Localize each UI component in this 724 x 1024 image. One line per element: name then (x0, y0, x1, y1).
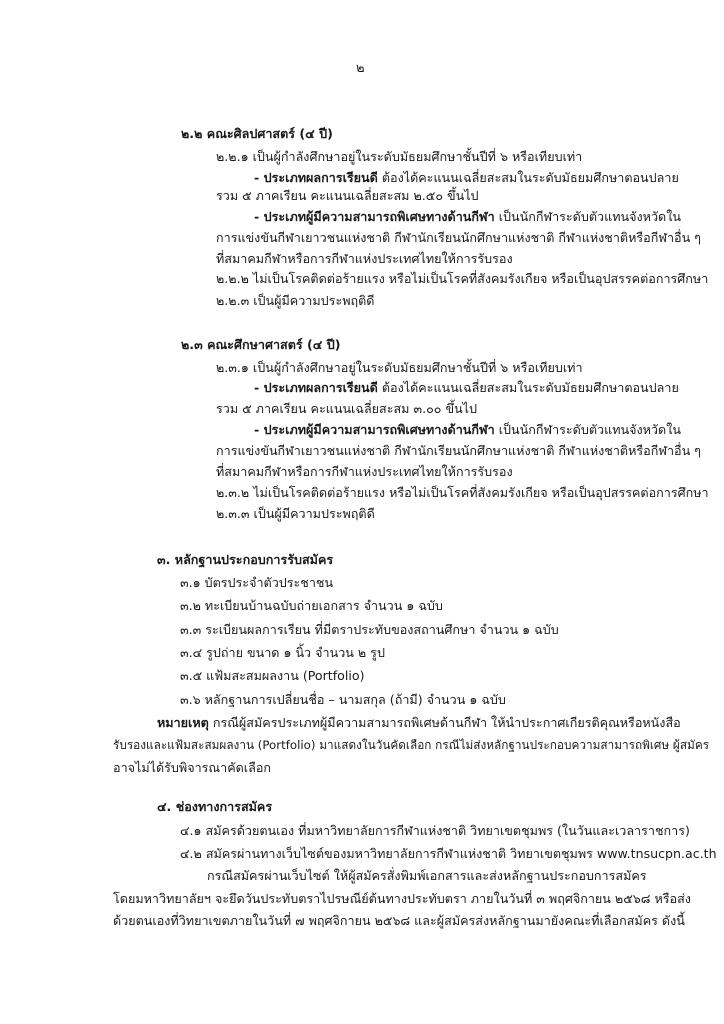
section-2-3-academic-type (254, 380, 679, 396)
section-3-item: ๓.๖ หลักฐานการเปลี่ยนชื่อ – นามสกุล (ถ้ามี) จำนวน ๑ ฉบับ (180, 692, 506, 707)
sports-type-text: เป็นนักกีฬาระดับตัวแทนจังหวัดใน (494, 209, 681, 224)
section-2-2-item-3: ๒.๒.๓ เป็นผู้มีความประพฤติดี (216, 293, 375, 308)
section-2-3-item-1: ๒.๓.๑ เป็นผู้กำลังศึกษาอยู่ในระดับมัธยมศึกษาชั้นปีที่ ๖ หรือเทียบเท่า (216, 360, 583, 375)
section-3-note-line-3: อาจไม่ได้รับพิจารณาคัดเลือก (113, 760, 272, 775)
academic-type-label: - ประเภทผลการเรียนดี (254, 170, 378, 185)
section-4-item-1: ๔.๑ สมัครด้วยตนเอง ที่มหาวิทยาลัยการกีฬาแห่งชาติ วิทยาเขตชุมพร (ในวันและเวลาราชการ) (180, 823, 690, 838)
section-4-para-line-2: โดยมหาวิทยาลัยฯ จะยึดวันประทับตราไปรษณีย์ต้นทางประทับตรา ภายในวันที่ ๓ พฤศจิกายน ๒๕๖๘ หรือส่ง (113, 891, 691, 906)
section-2-2-sports-type (254, 209, 681, 225)
section-3-item: ๓.๕ แฟ้มสะสมผลงาน (Portfolio) (180, 668, 365, 683)
academic-type-text: ต้องได้คะแนนเฉลี่ยสะสมในระดับมัธยมศึกษาตอนปลาย (377, 170, 679, 185)
section-3-note-line-2: รับรองและแฟ้มสะสมผลงาน (Portfolio) มาแสดงในวันคัดเลือก กรณีไม่ส่งหลักฐานประกอบความสามารถพิเศษ ผู้สมัคร (113, 738, 710, 752)
note-label: หมายเหตุ (157, 715, 209, 730)
section-2-2-heading: ๒.๒ คณะศิลปศาสตร์ (๔ ปี) (181, 126, 333, 141)
academic-type-label: - ประเภทผลการเรียนดี (254, 380, 378, 395)
section-2-3-heading: ๒.๓ คณะศึกษาศาสตร์ (๔ ปี) (181, 337, 341, 352)
sports-type-text: เป็นนักกีฬาระดับตัวแทนจังหวัดใน (494, 422, 681, 437)
section-2-3-academic-type-cont: รวม ๕ ภาคเรียน คะแนนเฉลี่ยสะสม ๓.๐๐ ขึ้นไป (216, 401, 478, 416)
sports-type-label: - ประเภทผู้มีความสามารถพิเศษทางด้านกีฬา (254, 209, 495, 224)
section-2-2-sports-line-3: ที่สมาคมกีฬาหรือการกีฬาแห่งประเทศไทยให้การรับรอง (216, 251, 513, 266)
section-2-2-academic-type (254, 170, 679, 186)
section-2-3-sports-type (254, 422, 681, 438)
sports-type-label: - ประเภทผู้มีความสามารถพิเศษทางด้านกีฬา (254, 422, 495, 437)
section-3-item: ๓.๔ รูปถ่าย ขนาด ๑ นิ้ว จำนวน ๒ รูป (180, 645, 385, 660)
section-3-heading: ๓. หลักฐานประกอบการรับสมัคร (157, 552, 334, 567)
note-text: กรณีผู้สมัครประเภทผู้มีความสามารถพิเศษด้านกีฬา ให้นำประกาศเกียรติคุณหรือหนังสือ (208, 715, 681, 730)
page-number: ๒ (356, 61, 365, 76)
section-4-heading: ๔. ช่องทางการสมัคร (157, 799, 273, 814)
section-3-item: ๓.๓ ระเบียนผลการเรียน ที่มีตราประทับของสถานศึกษา จำนวน ๑ ฉบับ (180, 622, 559, 637)
section-4-para-line-1: กรณีสมัครผ่านเว็บไซต์ ให้ผู้สมัครสั่งพิมพ์เอกสารและส่งหลักฐานประกอบการสมัคร (207, 868, 647, 883)
section-3-item: ๓.๒ ทะเบียนบ้านฉบับถ่ายเอกสาร จำนวน ๑ ฉบับ (180, 598, 443, 613)
section-2-3-item-2: ๒.๓.๒ ไม่เป็นโรคติดต่อร้ายแรง หรือไม่เป็นโรคที่สังคมรังเกียจ หรือเป็นอุปสรรคต่อการศึกษา (216, 485, 709, 500)
section-2-3-sports-line-2: การแข่งขันกีฬาเยาวชนแห่งชาติ กีฬานักเรียนนักศึกษาแห่งชาติ กีฬาแห่งชาติหรือกีฬาอื่น ๆ (216, 443, 701, 458)
section-2-2-item-1: ๒.๒.๑ เป็นผู้กำลังศึกษาอยู่ในระดับมัธยมศึกษาชั้นปีที่ ๖ หรือเทียบเท่า (216, 149, 583, 164)
section-2-3-sports-line-3: ที่สมาคมกีฬาหรือการกีฬาแห่งประเทศไทยให้การรับรอง (216, 464, 513, 479)
section-4-para-line-3: ด้วยตนเองที่วิทยาเขตภายในวันที่ ๗ พฤศจิกายน ๒๕๖๘ และผู้สมัครส่งหลักฐานมายังคณะที่เลือกสมัคร ดังนี้ (113, 913, 685, 928)
section-2-3-item-3: ๒.๓.๓ เป็นผู้มีความประพฤติดี (216, 506, 375, 521)
section-3-item: ๓.๑ บัตรประจำตัวประชาชน (180, 575, 334, 590)
section-2-2-academic-type-cont: รวม ๕ ภาคเรียน คะแนนเฉลี่ยสะสม ๒.๕๐ ขึ้นไป (216, 188, 479, 203)
section-4-item-2: ๔.๒ สมัครผ่านทางเว็บไซต์ของมหาวิทยาลัยการกีฬาแห่งชาติ วิทยาเขตชุมพร www.tnsucpn.ac.th (180, 846, 717, 861)
section-2-2-sports-line-2: การแข่งขันกีฬาเยาวชนแห่งชาติ กีฬานักเรียนนักศึกษาแห่งชาติ กีฬาแห่งชาติหรือกีฬาอื่น ๆ (216, 230, 701, 245)
section-2-2-item-2: ๒.๒.๒ ไม่เป็นโรคติดต่อร้ายแรง หรือไม่เป็นโรคที่สังคมรังเกียจ หรือเป็นอุปสรรคต่อการศึกษา (216, 271, 709, 286)
section-3-note-line-1 (157, 715, 681, 731)
academic-type-text: ต้องได้คะแนนเฉลี่ยสะสมในระดับมัธยมศึกษาตอนปลาย (377, 380, 679, 395)
